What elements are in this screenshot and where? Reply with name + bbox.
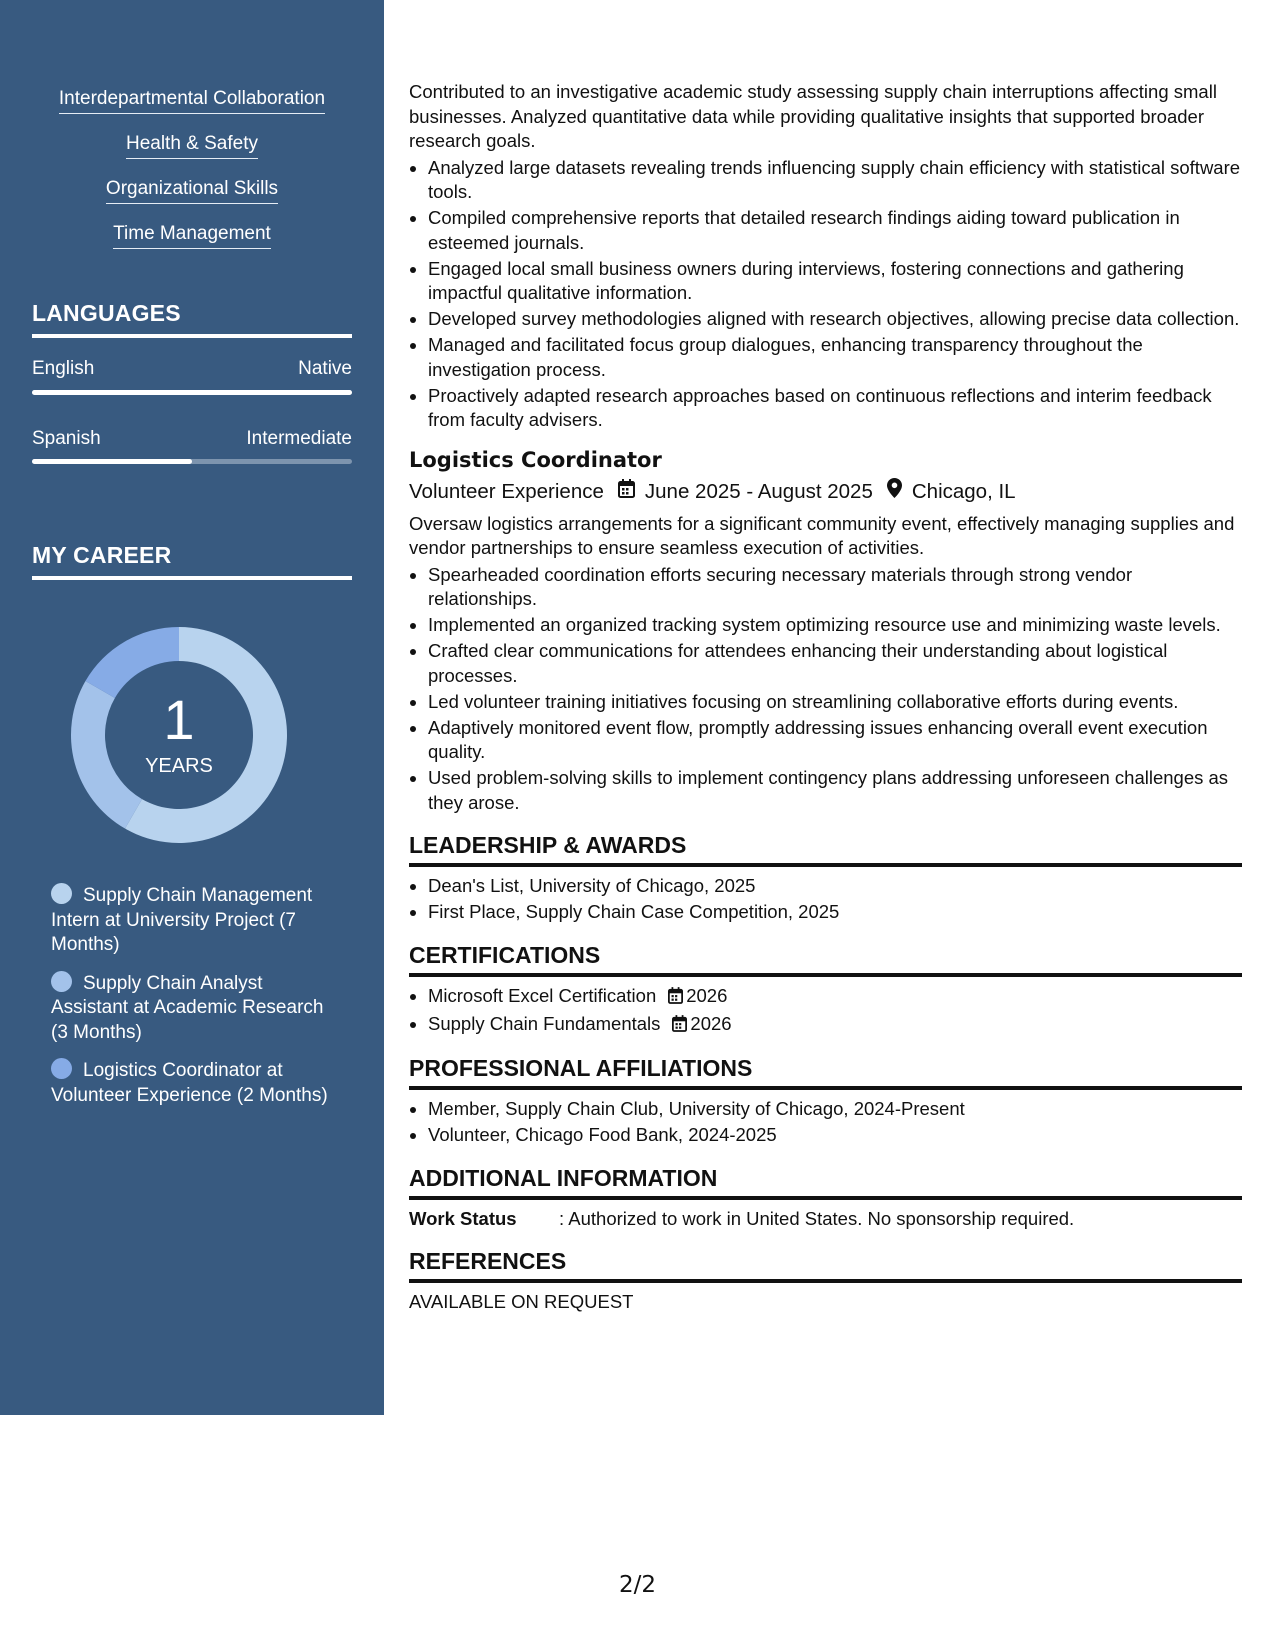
language-bar-fill [32, 459, 192, 464]
research-bullets [409, 156, 1242, 433]
career-heading: MY CAREER [32, 542, 352, 580]
language-name: Spanish [32, 428, 101, 449]
leadership-list [409, 874, 1242, 925]
affiliations-heading: PROFESSIONAL AFFILIATIONS [409, 1054, 1242, 1090]
language-name: English [32, 358, 95, 379]
calendar-icon [618, 477, 635, 507]
skill-item [32, 86, 352, 131]
affiliations-list [409, 1097, 1242, 1148]
list-item: • Dean's List, University of Chicago, 2025 [428, 874, 1242, 899]
page-number: 2/2 [618, 1572, 656, 1598]
skill-item [32, 221, 352, 266]
skill-item [32, 131, 352, 176]
career-legend-text: Supply Chain Analyst Assistant at Academic Research (3 Months) [51, 972, 324, 1043]
job-meta [409, 477, 1242, 507]
legend-dot-icon [51, 1058, 72, 1079]
list-item: • Engaged local small business owners during interviews, fostering connections and gathering impactful qualitative information. [428, 257, 1242, 306]
certification-name: Supply Chain Fundamentals [428, 1012, 661, 1034]
language-level: Intermediate [246, 428, 352, 449]
career-years-value: 1 [163, 688, 195, 751]
additional-info-heading: ADDITIONAL INFORMATION [409, 1164, 1242, 1200]
list-item: • Proactively adapted research approaches based on continuous reflections and interim feedback from faculty advisers. [428, 384, 1242, 433]
list-item: • Compiled comprehensive reports that detailed research findings aiding toward publication in esteemed journals. [428, 206, 1242, 255]
legend-dot-icon [51, 883, 72, 904]
language-row [32, 428, 352, 450]
certification-name: Microsoft Excel Certification [428, 984, 657, 1006]
certifications-list [409, 984, 1242, 1039]
career-legend-text: Supply Chain Management Intern at University Project (7 Months) [51, 885, 313, 955]
location-pin-icon [887, 477, 902, 507]
languages-heading: LANGUAGES [32, 300, 352, 338]
legend-dot-icon [51, 971, 72, 992]
job-dates: June 2025 - August 2025 [644, 479, 873, 503]
certifications-heading: CERTIFICATIONS [409, 941, 1242, 977]
list-item: • Led volunteer training initiatives focusing on streamlining collaborative efforts during events. [428, 690, 1242, 715]
list-item: • Volunteer, Chicago Food Bank, 2024-2025 [428, 1123, 1242, 1148]
calendar-icon [672, 1014, 687, 1039]
list-item: • Adaptively monitored event flow, promptly addressing issues enhancing overall event execution quality. [428, 716, 1242, 765]
language-level: Native [298, 358, 352, 379]
list-item: • Used problem-solving skills to implement contingency plans addressing unforeseen challenges as they arose. [428, 766, 1242, 815]
list-item: • Spearheaded coordination efforts securing necessary materials through strong vendor relationships. [428, 563, 1242, 612]
language-bar [32, 390, 352, 395]
skill-label: Time Management [113, 221, 271, 249]
main-content [409, 80, 1242, 1315]
work-status-value: : Authorized to work in United States. No sponsorship required. [559, 1207, 1075, 1229]
job-summary: Oversaw logistics arrangements for a significant community event, effectively managing supplies and vendor partnerships to ensure seamless execution of activities. [409, 512, 1235, 558]
job-title: Logistics Coordinator [409, 447, 662, 472]
career-legend-item [51, 883, 341, 958]
career-legend-item [51, 971, 341, 1046]
career-years-label: YEARS [145, 755, 213, 777]
language-row [32, 358, 352, 380]
skill-label: Organizational Skills [106, 176, 278, 204]
list-item: • Crafted clear communications for attendees enhancing their understanding about logistical processes. [428, 639, 1242, 688]
job-location: Chicago, IL [911, 479, 1016, 503]
job-organization: Volunteer Experience [409, 479, 604, 503]
job-bullets [409, 563, 1242, 816]
references-heading: REFERENCES [409, 1247, 1242, 1283]
list-item: • First Place, Supply Chain Case Competition, 2025 [428, 900, 1242, 925]
list-item: • Member, Supply Chain Club, University of Chicago, 2024-Present [428, 1097, 1242, 1122]
skill-label: Interdepartmental Collaboration [59, 86, 325, 114]
work-status-row [409, 1207, 1242, 1232]
language-bar-fill [32, 390, 352, 395]
skill-item [32, 176, 352, 221]
certification-year: 2026 [690, 1012, 732, 1034]
research-summary: Contributed to an investigative academic study assessing supply chain interruptions affecting small businesses. Analyzed quantitative data while providing qualitative insights that supported broader research goals. [409, 81, 1217, 151]
career-legend-text: Logistics Coordinator at Volunteer Experience (2 Months) [51, 1060, 328, 1106]
list-item [428, 984, 1242, 1011]
list-item: • Implemented an organized tracking system optimizing resource use and minimizing waste levels. [428, 613, 1242, 638]
certification-year: 2026 [686, 984, 728, 1006]
list-item: • Managed and facilitated focus group dialogues, enhancing transparency throughout the investigation process. [428, 333, 1242, 382]
list-item: • Developed survey methodologies aligned with research objectives, allowing precise data collection. [428, 307, 1242, 332]
language-bar [32, 459, 352, 464]
sidebar [0, 0, 384, 1415]
career-legend [51, 883, 341, 1121]
skill-label: Health & Safety [126, 131, 258, 159]
career-legend-item [51, 1058, 341, 1108]
work-status-label: Work Status [409, 1207, 517, 1229]
list-item [428, 1012, 1242, 1039]
calendar-icon [668, 986, 683, 1011]
skills-list [32, 86, 352, 266]
references-text: AVAILABLE ON REQUEST [409, 1291, 634, 1312]
leadership-heading: LEADERSHIP & AWARDS [409, 831, 1242, 867]
list-item: • Analyzed large datasets revealing trends influencing supply chain efficiency with statistical software tools. [428, 156, 1242, 205]
